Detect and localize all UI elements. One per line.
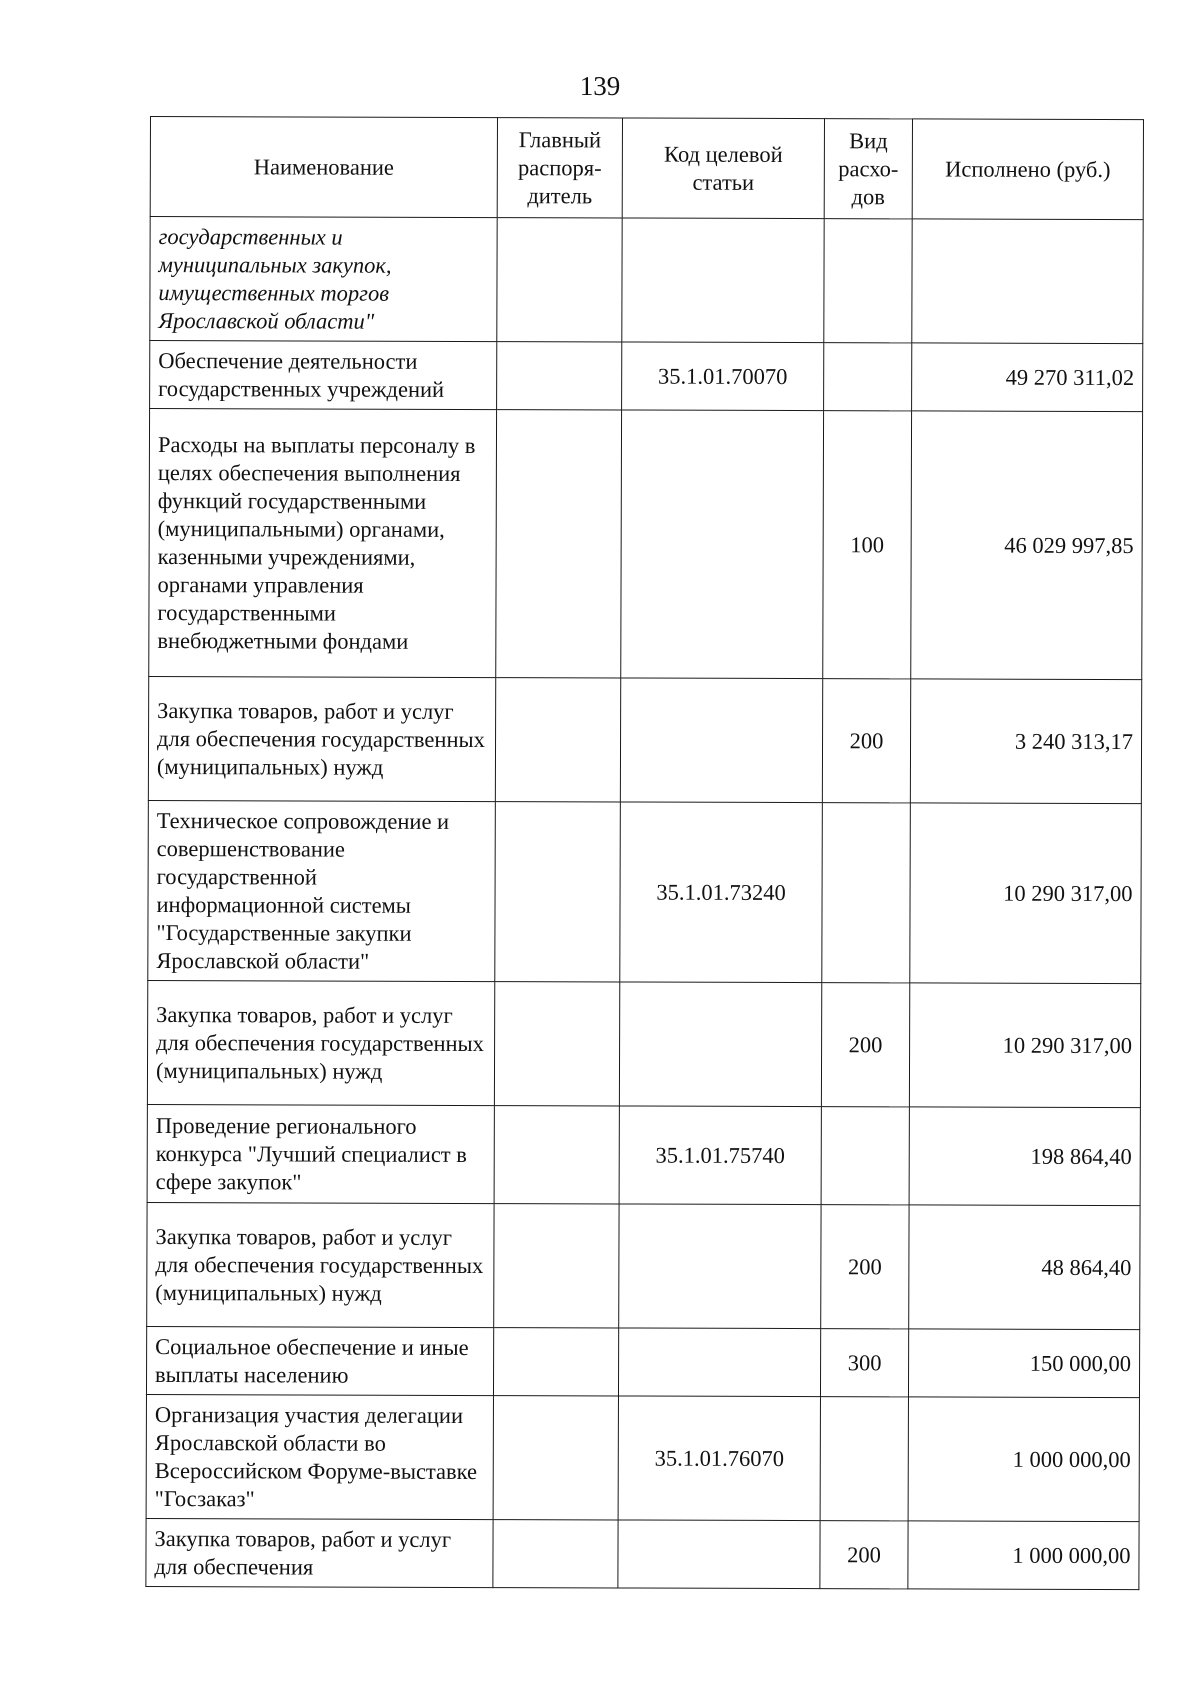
row-amount: 10 290 317,00 (909, 983, 1140, 1108)
row-manager (494, 1204, 619, 1328)
table-row (150, 341, 1143, 412)
row-name: государственных и муниципальных закупок, имущественных торгов Ярославской области" (150, 217, 497, 342)
row-amount: 48 864,40 (909, 1205, 1140, 1330)
table-row (149, 409, 1143, 680)
header-name: Наименование (150, 117, 497, 218)
row-code (621, 410, 824, 679)
row-code: 35.1.01.70070 (622, 342, 824, 411)
row-type: 200 (820, 1521, 908, 1589)
table-row (148, 800, 1142, 983)
row-name: Организация участия делегации Ярославской области во Всероссийском Форуме-выставке "Госзаказ" (146, 1394, 493, 1519)
row-amount (912, 219, 1143, 344)
row-manager (495, 678, 620, 802)
row-amount: 49 270 311,02 (912, 343, 1143, 412)
row-name: Закупка товаров, работ и услуг для обеспечения государственных (муниципальных) нужд (147, 1202, 494, 1327)
row-type (822, 803, 911, 983)
row-manager (493, 1396, 618, 1520)
row-type: 200 (821, 983, 909, 1107)
row-manager (496, 410, 622, 678)
row-type (824, 343, 912, 411)
header-type: Вид расхо-дов (824, 119, 912, 219)
row-amount: 10 290 317,00 (910, 803, 1142, 984)
budget-execution-table (145, 116, 1144, 1590)
page-number: 139 (579, 71, 621, 101)
row-code (620, 678, 822, 803)
row-type (824, 219, 912, 343)
row-type: 100 (823, 411, 912, 679)
row-name: Расходы на выплаты персоналу в целях обеспечения выполнения функций государственными (муниципальными) органами, казенными учреждениями, органами управления государственными внебюджетными фондами (149, 409, 497, 678)
row-manager (497, 218, 622, 342)
row-amount: 198 864,40 (909, 1107, 1140, 1206)
table-header-row (150, 117, 1143, 220)
row-name: Социальное обеспечение и иные выплаты населению (146, 1326, 493, 1395)
table-row (147, 980, 1140, 1107)
row-amount: 3 240 313,17 (910, 679, 1141, 804)
row-code (618, 1328, 820, 1397)
header-amount: Исполнено (руб.) (912, 119, 1143, 220)
row-name: Закупка товаров, работ и услуг для обеспечения государственных (муниципальных) нужд (148, 676, 495, 801)
row-name: Обеспечение деятельности государственных учреждений (150, 341, 497, 410)
table-row (150, 217, 1143, 344)
table-row (146, 1518, 1139, 1589)
row-manager (495, 802, 621, 982)
row-type: 300 (820, 1329, 908, 1397)
row-name: Техническое сопровождение и совершенствование государственной информационной системы "Государственные закупки Ярославской области" (148, 800, 496, 981)
row-type: 200 (822, 679, 910, 803)
row-amount: 150 000,00 (908, 1329, 1139, 1398)
table-row (148, 676, 1141, 803)
row-code: 35.1.01.75740 (619, 1106, 821, 1205)
header-code: Код целевой статьи (622, 118, 824, 219)
row-type: 200 (821, 1205, 909, 1329)
table-row (147, 1202, 1140, 1329)
table-row (146, 1394, 1139, 1521)
table-row (146, 1326, 1139, 1397)
row-manager (497, 342, 622, 410)
row-code (619, 982, 821, 1107)
row-manager (494, 982, 619, 1106)
row-amount: 1 000 000,00 (908, 1397, 1139, 1522)
header-manager: Главный распоря-дитель (497, 118, 622, 218)
row-type (821, 1107, 909, 1205)
row-name: Закупка товаров, работ и услуг для обеспечения государственных (муниципальных) нужд (147, 980, 494, 1105)
row-name: Закупка товаров, работ и услуг для обеспечения (146, 1518, 493, 1587)
row-code (618, 1520, 820, 1589)
row-manager (493, 1328, 618, 1396)
row-code (622, 218, 824, 343)
row-manager (494, 1106, 619, 1204)
row-amount: 46 029 997,85 (911, 411, 1143, 680)
row-code (619, 1204, 821, 1329)
table-row (147, 1104, 1140, 1205)
row-amount: 1 000 000,00 (908, 1521, 1139, 1590)
row-code: 35.1.01.73240 (620, 802, 823, 983)
row-name: Проведение регионального конкурса "Лучший специалист в сфере закупок" (147, 1104, 494, 1203)
row-type (820, 1397, 908, 1521)
row-code: 35.1.01.76070 (618, 1396, 820, 1521)
row-manager (493, 1520, 618, 1588)
